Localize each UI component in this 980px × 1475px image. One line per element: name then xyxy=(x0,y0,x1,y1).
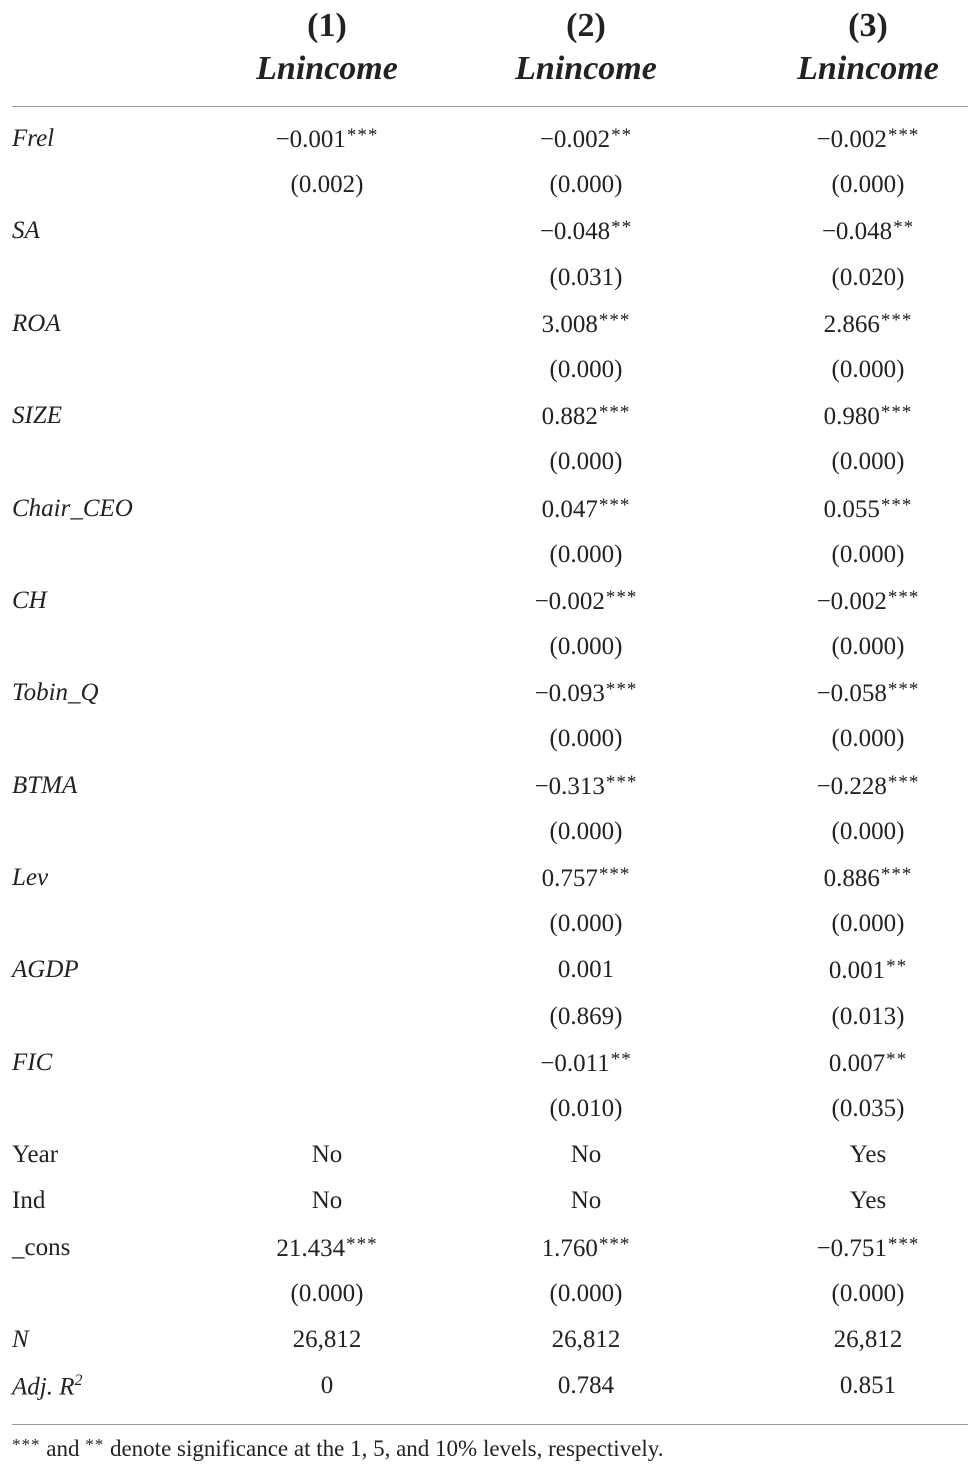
cell-value: (0.000) xyxy=(549,817,623,845)
cell-value: −0.048 xyxy=(821,218,893,246)
table-cell xyxy=(456,217,716,246)
table-cell xyxy=(738,356,980,384)
table-cell xyxy=(197,1280,457,1308)
table-cell xyxy=(738,679,980,708)
cell-value: No xyxy=(311,1187,343,1215)
table-cell xyxy=(456,541,716,569)
table-cell xyxy=(738,217,980,246)
row-label-text: FIC xyxy=(12,1048,53,1076)
table-cell xyxy=(456,448,716,476)
table-row xyxy=(12,440,968,486)
row-label-superscript: 2 xyxy=(74,1372,83,1390)
cell-value: (0.000) xyxy=(549,725,623,753)
table-cell xyxy=(456,1234,716,1263)
cell-value: (0.020) xyxy=(831,263,905,291)
row-label-text: AGDP xyxy=(12,956,79,984)
cell-value: (0.000) xyxy=(831,725,905,753)
cell-value: (0.000) xyxy=(549,171,623,199)
table-row xyxy=(12,1272,968,1318)
table-cell xyxy=(738,448,980,476)
table-cell xyxy=(456,356,716,384)
table-cell xyxy=(738,1280,980,1308)
cell-value: (0.000) xyxy=(831,817,905,845)
row-label-text: CH xyxy=(12,586,47,614)
cell-value: 0.784 xyxy=(557,1372,615,1400)
row-label-text: Year xyxy=(12,1141,59,1169)
table-cell xyxy=(456,171,716,199)
cell-value: 0.055 xyxy=(823,495,880,523)
row-label-text: Ind xyxy=(12,1187,46,1215)
table-row xyxy=(12,487,968,533)
table-cell xyxy=(738,1095,980,1123)
cell-value: (0.000) xyxy=(290,1279,364,1307)
table-cell xyxy=(738,171,980,199)
row-label xyxy=(12,956,79,984)
table-cell xyxy=(456,402,716,431)
cell-value: 0.757 xyxy=(541,865,598,892)
cell-value: 0.882 xyxy=(541,403,598,431)
cell-value: 0.007 xyxy=(828,1049,886,1077)
cell-value: −0.011 xyxy=(540,1049,610,1077)
column-header-1 xyxy=(197,6,457,92)
table-row xyxy=(12,1318,968,1364)
table-cell xyxy=(456,633,716,661)
table-cell xyxy=(738,1234,980,1263)
significance-stars: *** xyxy=(880,864,913,885)
cell-value: (0.000) xyxy=(549,633,623,661)
table-row xyxy=(12,256,968,302)
table-cell xyxy=(456,1095,716,1123)
row-label xyxy=(12,310,61,338)
cell-value: (0.869) xyxy=(549,1002,623,1030)
table-cell xyxy=(738,864,980,893)
row-label xyxy=(12,1049,52,1077)
row-label-text: Tobin_Q xyxy=(12,679,99,707)
table-body xyxy=(12,107,968,1410)
cell-value: (0.000) xyxy=(549,910,623,938)
cell-value: No xyxy=(570,1187,602,1215)
cell-value: −0.751 xyxy=(816,1234,887,1262)
row-label-text: N xyxy=(12,1325,29,1353)
table-cell xyxy=(456,1326,716,1354)
table-cell xyxy=(456,772,716,801)
column-dependent-variable: Lnincome xyxy=(256,50,398,87)
significance-stars: *** xyxy=(598,494,631,516)
table-cell xyxy=(738,1049,980,1078)
table-row xyxy=(12,533,968,579)
table-cell xyxy=(456,1372,716,1400)
table-cell xyxy=(738,125,980,154)
cell-value: (0.031) xyxy=(549,263,623,291)
table-cell xyxy=(197,1187,457,1215)
table-cell xyxy=(738,1187,980,1215)
table-cell xyxy=(456,864,716,893)
table-cell xyxy=(197,1372,457,1400)
significance-stars: ** xyxy=(610,1048,632,1070)
table-row xyxy=(12,302,968,348)
significance-stars: ** xyxy=(893,217,915,239)
row-label xyxy=(12,587,47,615)
table-row xyxy=(12,1133,968,1179)
table-row xyxy=(12,1179,968,1225)
table-cell xyxy=(456,495,716,524)
significance-stars: ** xyxy=(611,217,633,239)
cell-value: −0.002 xyxy=(539,126,611,153)
table-cell xyxy=(738,818,980,846)
cell-value: −0.228 xyxy=(816,772,887,800)
table-cell xyxy=(456,1280,716,1308)
table-row xyxy=(12,717,968,763)
row-label-text: SA xyxy=(12,217,40,245)
table-row xyxy=(12,764,968,810)
row-label xyxy=(12,402,62,430)
table-row xyxy=(12,856,968,902)
footnote-text-2: denote significance at the 1, 5, and 10% levels, respectively. xyxy=(104,1436,664,1462)
table-cell xyxy=(738,1372,980,1400)
table-row xyxy=(12,163,968,209)
significance-stars: ** xyxy=(886,956,908,978)
table-cell xyxy=(738,910,980,938)
row-label xyxy=(12,679,99,707)
table-cell xyxy=(456,587,716,616)
significance-stars: ** xyxy=(611,125,633,146)
significance-stars: *** xyxy=(887,679,920,701)
table-cell xyxy=(456,679,716,708)
significance-stars: *** xyxy=(598,1233,631,1255)
significance-stars: *** xyxy=(598,309,631,331)
table-row xyxy=(12,1041,968,1087)
table-cell xyxy=(456,725,716,753)
cell-value: 2.866 xyxy=(823,310,880,338)
row-label-text: Chair_CEO xyxy=(12,494,133,522)
cell-value: (0.000) xyxy=(549,1279,623,1307)
significance-stars: *** xyxy=(887,1233,920,1255)
row-label xyxy=(12,1187,45,1215)
row-label-text: Lev xyxy=(12,864,49,891)
cell-value: 0.851 xyxy=(839,1372,897,1400)
cell-value: (0.000) xyxy=(831,355,905,383)
cell-value: 0.001 xyxy=(557,956,615,984)
cell-value: −0.002 xyxy=(816,126,887,153)
table-row xyxy=(12,1087,968,1133)
cell-value: 26,812 xyxy=(292,1325,362,1353)
table-cell xyxy=(738,772,980,801)
cell-value: (0.002) xyxy=(290,171,364,199)
column-number: (3) xyxy=(848,7,888,44)
row-label xyxy=(12,125,54,153)
cell-value: No xyxy=(311,1141,343,1169)
table-cell xyxy=(197,1326,457,1354)
significance-stars: *** xyxy=(880,494,913,516)
table-cell xyxy=(456,1187,716,1215)
table-cell xyxy=(197,1234,457,1263)
table-cell xyxy=(456,956,716,984)
row-label-text: SIZE xyxy=(12,402,62,430)
table-cell xyxy=(456,125,716,154)
row-label xyxy=(12,495,133,523)
significance-stars: *** xyxy=(605,586,638,608)
cell-value: 0.980 xyxy=(823,403,880,431)
column-dependent-variable: Lnincome xyxy=(515,50,657,87)
table-cell xyxy=(738,1326,980,1354)
table-cell xyxy=(456,1003,716,1031)
significance-stars: *** xyxy=(887,771,920,793)
cell-value: (0.000) xyxy=(831,1279,905,1307)
table-cell xyxy=(456,1049,716,1078)
cell-value: (0.000) xyxy=(831,448,905,476)
column-header-2 xyxy=(456,6,716,92)
table-row xyxy=(12,671,968,717)
table-cell xyxy=(197,125,457,154)
table-cell xyxy=(738,956,980,985)
significance-stars: *** xyxy=(887,125,920,146)
significance-stars: *** xyxy=(598,864,631,885)
table-cell xyxy=(456,264,716,292)
table-row xyxy=(12,995,968,1041)
row-label-text: _cons xyxy=(12,1233,71,1261)
table-row xyxy=(12,1364,968,1410)
cell-value: 0.001 xyxy=(828,957,886,985)
cell-value: (0.035) xyxy=(831,1094,905,1122)
table-cell xyxy=(738,495,980,524)
table-row xyxy=(12,209,968,255)
table-row xyxy=(12,948,968,994)
significance-stars: *** xyxy=(346,1233,378,1255)
significance-stars: *** xyxy=(605,679,638,701)
table-cell xyxy=(738,402,980,431)
table-row xyxy=(12,902,968,948)
cell-value: (0.000) xyxy=(831,910,905,938)
cell-value: (0.000) xyxy=(549,448,623,476)
row-label-text: BTMA xyxy=(12,771,78,799)
table-cell xyxy=(738,587,980,616)
cell-value: 0.047 xyxy=(541,495,598,523)
column-header-3 xyxy=(738,6,980,92)
table-footnote xyxy=(12,1425,968,1462)
row-label xyxy=(12,1141,58,1169)
table-cell xyxy=(456,910,716,938)
column-dependent-variable: Lnincome xyxy=(797,50,939,87)
table-cell xyxy=(738,1003,980,1031)
table-cell xyxy=(456,818,716,846)
table-cell xyxy=(738,264,980,292)
table-row xyxy=(12,117,968,163)
significance-stars: *** xyxy=(605,771,638,793)
cell-value: Yes xyxy=(849,1187,887,1215)
cell-value: −0.058 xyxy=(816,680,887,708)
significance-stars: *** xyxy=(880,309,913,331)
row-label xyxy=(12,1234,70,1262)
cell-value: Yes xyxy=(849,1141,887,1169)
row-label xyxy=(12,1326,29,1354)
row-label-text: Frel xyxy=(12,125,55,152)
cell-value: 26,812 xyxy=(833,1325,903,1353)
table-cell xyxy=(738,633,980,661)
table-row xyxy=(12,625,968,671)
significance-stars: *** xyxy=(598,402,631,424)
cell-value: −0.002 xyxy=(816,587,887,615)
table-cell xyxy=(738,725,980,753)
row-label xyxy=(12,772,77,800)
significance-stars: *** xyxy=(887,586,920,608)
cell-value: −0.048 xyxy=(539,218,611,246)
cell-value: No xyxy=(570,1141,602,1169)
table-cell xyxy=(738,310,980,339)
cell-value: 3.008 xyxy=(541,310,598,338)
table-cell xyxy=(738,541,980,569)
cell-value: (0.000) xyxy=(831,633,905,661)
cell-value: −0.093 xyxy=(534,680,605,708)
cell-value: (0.000) xyxy=(831,540,905,568)
row-label-text: ROA xyxy=(12,309,61,337)
cell-value: (0.000) xyxy=(831,171,905,199)
regression-table xyxy=(12,0,968,1462)
cell-value: −0.001 xyxy=(275,126,346,153)
table-cell xyxy=(197,171,457,199)
table-header xyxy=(12,0,968,106)
significance-stars: *** xyxy=(880,402,913,424)
column-number: (1) xyxy=(307,7,347,44)
cell-value: 0.886 xyxy=(823,865,880,892)
table-cell xyxy=(197,1141,457,1169)
table-row xyxy=(12,1226,968,1272)
footnote-stars-1: *** xyxy=(12,1435,41,1455)
row-label xyxy=(12,864,48,892)
cell-value: (0.000) xyxy=(549,355,623,383)
column-number: (2) xyxy=(566,7,606,44)
table-row xyxy=(12,348,968,394)
cell-value: (0.013) xyxy=(831,1002,905,1030)
row-label xyxy=(12,217,40,245)
table-row xyxy=(12,810,968,856)
cell-value: (0.000) xyxy=(549,540,623,568)
footnote-text-1: and xyxy=(40,1436,86,1462)
cell-value: (0.010) xyxy=(549,1094,623,1122)
table-cell xyxy=(738,1141,980,1169)
row-label xyxy=(12,1372,83,1401)
cell-value: 1.760 xyxy=(541,1234,598,1262)
footnote-stars-2: ** xyxy=(85,1435,105,1455)
table-row xyxy=(12,394,968,440)
table-cell xyxy=(456,1141,716,1169)
cell-value: 26,812 xyxy=(551,1325,621,1353)
cell-value: −0.313 xyxy=(534,772,605,800)
row-label-text: Adj. R xyxy=(12,1373,75,1401)
cell-value: −0.002 xyxy=(534,587,605,615)
significance-stars: *** xyxy=(346,125,379,146)
table-cell xyxy=(456,310,716,339)
cell-value: 21.434 xyxy=(276,1234,346,1262)
table-row xyxy=(12,579,968,625)
cell-value: 0 xyxy=(320,1372,334,1400)
significance-stars: ** xyxy=(886,1048,908,1070)
